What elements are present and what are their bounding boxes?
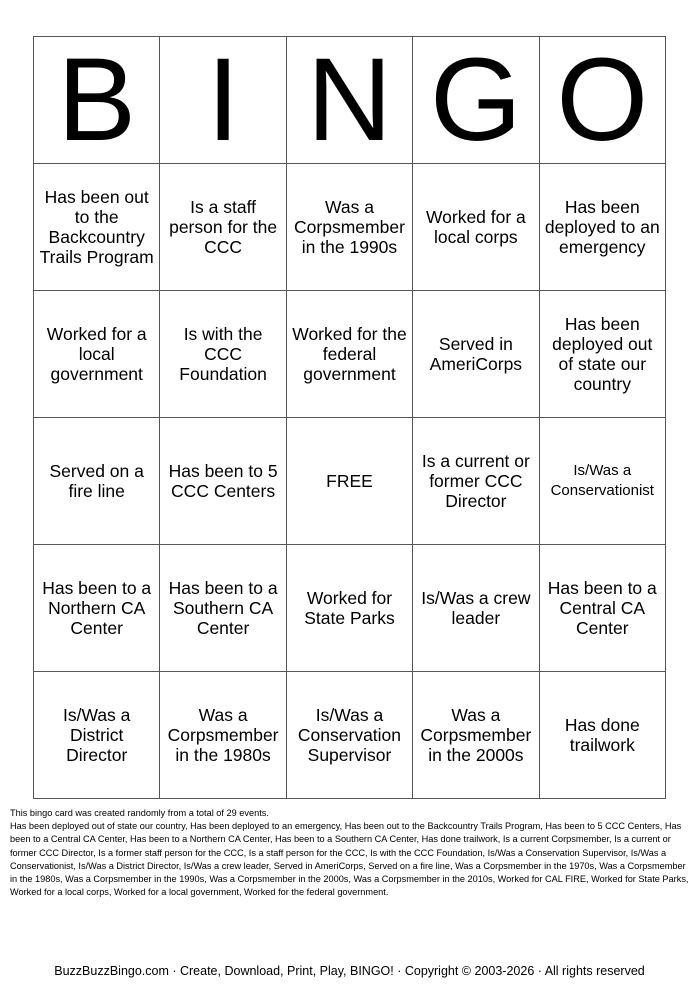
bingo-row-4 — [34, 545, 666, 672]
bingo-cell: Has been to a Northern CA Center — [34, 545, 160, 672]
footer-copyright: BuzzBuzzBingo.com · Create, Download, Print, Play, BINGO! · Copyright © 2003-2026 · All rights reserved — [54, 964, 645, 978]
bingo-cell: Was a Corpsmember in the 1980s — [160, 672, 286, 799]
bingo-cell: Worked for a local government — [34, 291, 160, 418]
bingo-cell: Worked for the federal government — [286, 291, 412, 418]
bingo-cell: Is a staff person for the CCC — [160, 164, 286, 291]
bingo-cell: Served on a fire line — [34, 418, 160, 545]
header-letter-i: I — [160, 37, 286, 164]
bingo-cell: Has been deployed out of state our country — [539, 291, 665, 418]
bingo-cell: Was a Corpsmember in the 1990s — [286, 164, 412, 291]
bingo-row-5 — [34, 672, 666, 799]
bingo-cell: Has done trailwork — [539, 672, 665, 799]
bingo-cell: Served in AmeriCorps — [413, 291, 539, 418]
header-letter-o: O — [539, 37, 665, 164]
bingo-cell: Is/Was a Conservationist — [539, 418, 665, 545]
bingo-cell: Has been to a Central CA Center — [539, 545, 665, 672]
header-letter-n: N — [286, 37, 412, 164]
bingo-cell: Is a current or former CCC Director — [413, 418, 539, 545]
bingo-cell: Is with the CCC Foundation — [160, 291, 286, 418]
bingo-cell: Was a Corpsmember in the 2000s — [413, 672, 539, 799]
bingo-row-3 — [34, 418, 666, 545]
bingo-header-row — [34, 37, 666, 164]
bingo-row-2 — [34, 291, 666, 418]
card-info-event-list: Has been deployed out of state our country, Has been deployed to an emergency, Has been out to the Backcountry Trails Program, Has been to 5 CCC Centers, Has been to a Central CA Center, Has been to a Northern CA Center, Has been to a Southern CA Center, Has done trailwork, Is a current Corpsmember, Is a current or former CCC Director, Is a former staff person for the CCC, Is a staff person for the CCC, Is with the CCC Foundation, Is/Was a Conservation Supervisor, Is/Was a Conservationist, Is/Was a District Director, Is/Was a crew leader, Served in AmeriCorps, Served on a fire line, Was a Corpsmember in the 1970s, Was a Corpsmember in the 1980s, Was a Corpsmember in the 1990s, Was a Corpsmember in the 2000s, Was a Corpsmember in the 2010s, Worked for CAL FIRE, Worked for State Parks, Worked for a local corps, Worked for a local government, Worked for the federal government. — [10, 821, 689, 898]
header-letter-g: G — [413, 37, 539, 164]
bingo-cell: Is/Was a crew leader — [413, 545, 539, 672]
bingo-cell: Is/Was a Conservation Supervisor — [286, 672, 412, 799]
free-space-cell: FREE — [286, 418, 412, 545]
bingo-cell: Worked for a local corps — [413, 164, 539, 291]
bingo-cell: Has been to 5 CCC Centers — [160, 418, 286, 545]
bingo-card — [33, 36, 666, 799]
bingo-row-1 — [34, 164, 666, 291]
bingo-cell: Has been out to the Backcountry Trails Program — [34, 164, 160, 291]
bingo-cell: Has been deployed to an emergency — [539, 164, 665, 291]
card-info-summary: This bingo card was created randomly from a total of 29 events. — [10, 808, 269, 818]
bingo-cell: Has been to a Southern CA Center — [160, 545, 286, 672]
bingo-cell: Is/Was a District Director — [34, 672, 160, 799]
card-info — [10, 807, 690, 899]
bingo-cell: Worked for State Parks — [286, 545, 412, 672]
header-letter-b: B — [34, 37, 160, 164]
